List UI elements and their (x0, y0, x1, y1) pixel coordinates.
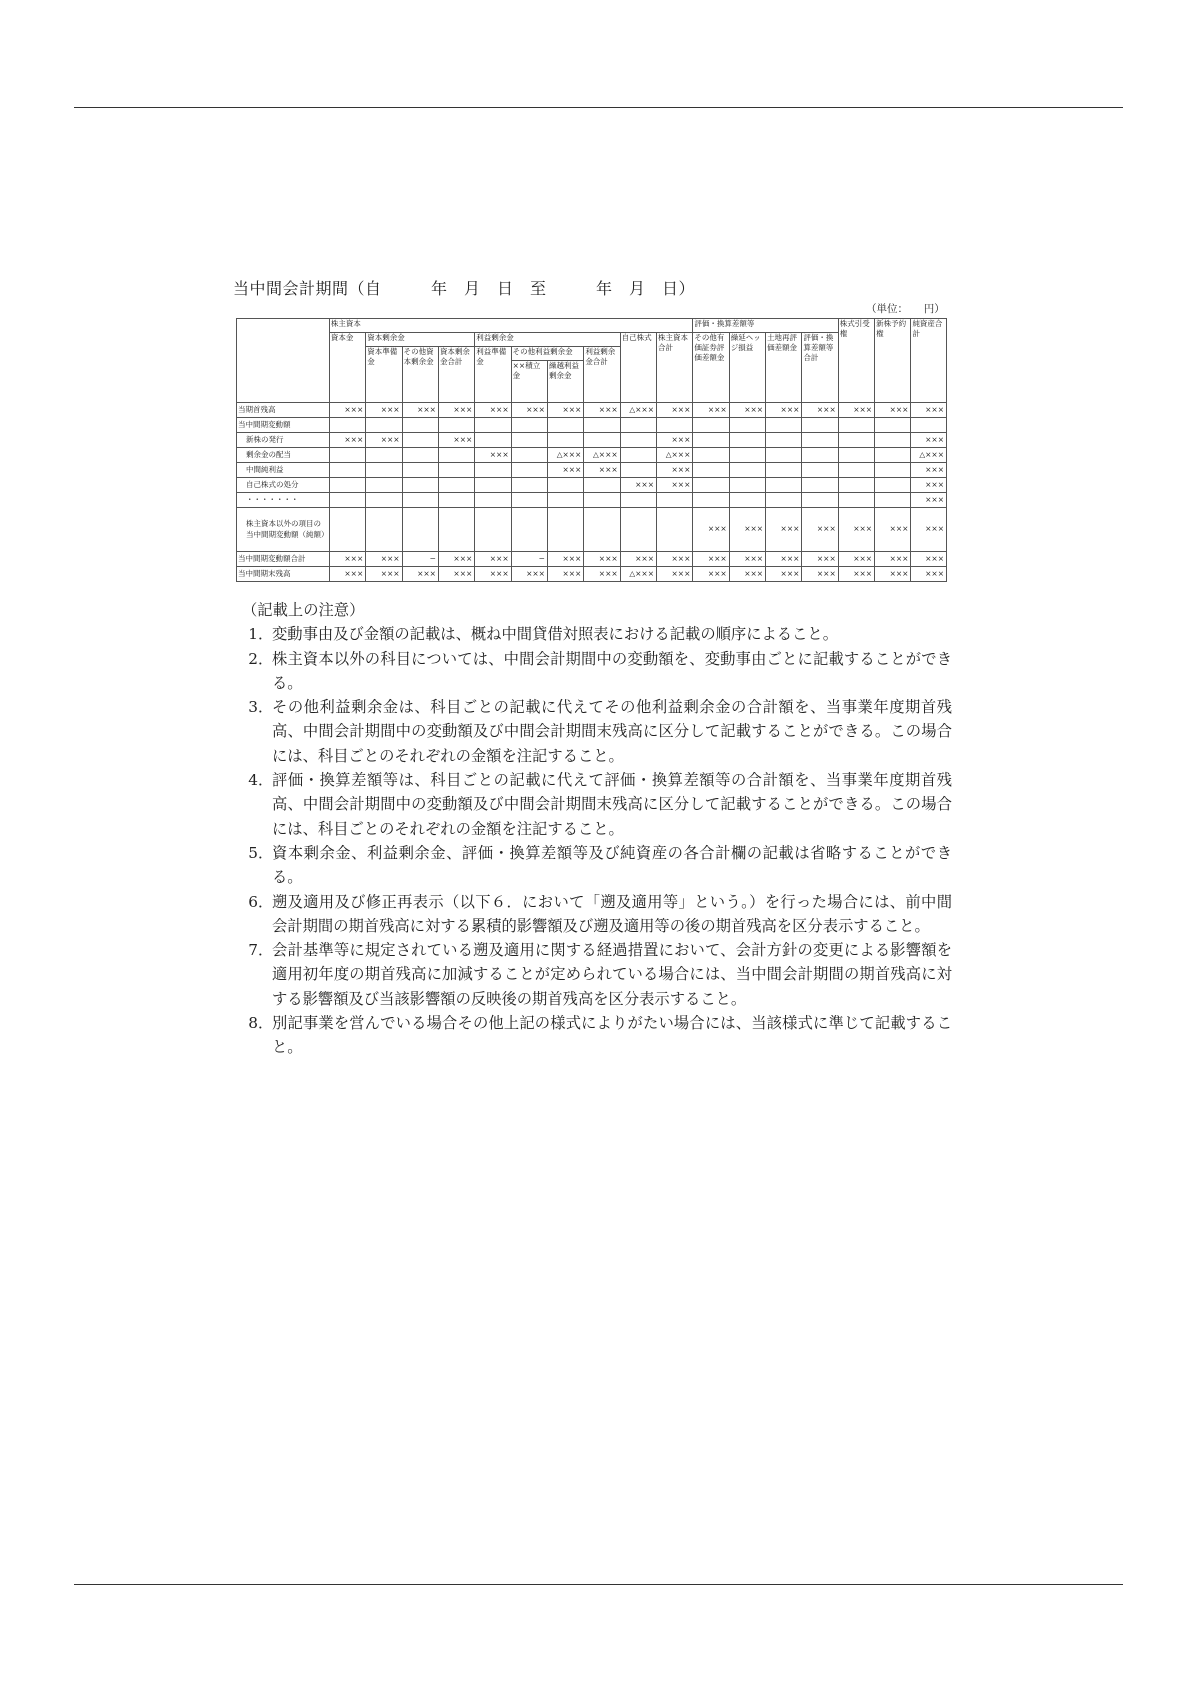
table-cell: ××× (693, 552, 729, 567)
header-capital-reserve: 資本準備金 (366, 347, 402, 403)
bottom-rule (74, 1584, 1123, 1585)
note-text: 株主資本以外の科目については、中間会計期間中の変動額を、変動事由ごとに記載することができる。 (272, 649, 952, 692)
table-cell (547, 418, 583, 433)
table-row (237, 552, 947, 567)
header-capital-surplus: 資本剰余金 (366, 333, 475, 347)
note-item (242, 695, 952, 768)
header-treasury-stock: 自己株式 (620, 333, 656, 403)
table-cell (511, 508, 547, 552)
header-other-retained: その他利益剰余金 (511, 347, 584, 361)
note-number: 5 (248, 843, 258, 862)
note-item (242, 622, 952, 646)
table-cell (511, 478, 547, 493)
table-cell: ××× (911, 478, 947, 493)
table-cell: ××× (511, 567, 547, 582)
note-item (242, 768, 952, 841)
table-cell (329, 463, 365, 478)
header-securities-valuation: その他有価証券評価差額金 (693, 333, 729, 403)
table-cell: ××× (729, 567, 765, 582)
table-cell (402, 463, 438, 478)
table-cell: ××× (729, 403, 765, 418)
table-cell: ××× (729, 508, 765, 552)
note-number: 8 (248, 1014, 258, 1033)
table-cell: ××× (366, 552, 402, 567)
row-label: ・・・・・・・ (237, 493, 330, 508)
note-number-dot: ． (258, 843, 274, 862)
row-label: 新株の発行 (237, 433, 330, 448)
table-cell: ××× (547, 463, 583, 478)
table-cell (802, 448, 838, 463)
table-cell: ××× (766, 403, 802, 418)
table-cell (766, 433, 802, 448)
table-cell: ××× (329, 567, 365, 582)
table-cell (729, 478, 765, 493)
note-number-dot: ． (258, 892, 274, 911)
table-cell (766, 448, 802, 463)
table-row (237, 463, 947, 478)
table-cell: ××× (329, 433, 365, 448)
table-cell (329, 448, 365, 463)
table-cell (366, 448, 402, 463)
table-cell: ××× (584, 567, 620, 582)
note-number: 7 (248, 941, 258, 960)
note-number-dot: ． (258, 1014, 274, 1033)
table-cell (438, 463, 474, 478)
table-cell (584, 478, 620, 493)
table-cell (438, 508, 474, 552)
table-cell (511, 493, 547, 508)
table-cell (693, 493, 729, 508)
table-cell (329, 478, 365, 493)
table-cell (693, 463, 729, 478)
period-line: 当中間会計期間（自 年 月 日 至 年 月 日） (233, 279, 696, 298)
row-label: 当中間期変動額 (237, 418, 330, 433)
table-cell (366, 478, 402, 493)
note-text: 遡及適用及び修正再表示（以下６．において「遡及適用等」という。）を行った場合には、前中間会計期間の期首残高に対する累積的影響額及び遡及適用等の後の期首残高を区分表示すること。 (272, 892, 952, 935)
notes-heading: （記載上の注意） (242, 601, 365, 619)
table-cell (402, 508, 438, 552)
table-cell (402, 448, 438, 463)
table-row (237, 478, 947, 493)
table-cell (875, 463, 911, 478)
table-cell (584, 508, 620, 552)
table-cell (802, 478, 838, 493)
table-cell: ××× (657, 567, 693, 582)
table-cell (620, 493, 656, 508)
table-cell: ××× (547, 552, 583, 567)
table-cell (802, 433, 838, 448)
table-cell (838, 448, 874, 463)
table-cell (693, 418, 729, 433)
note-number-dot: ． (258, 771, 274, 790)
table-cell (366, 508, 402, 552)
table-cell (875, 478, 911, 493)
note-number-dot: ． (258, 625, 274, 644)
table-cell: ××× (802, 403, 838, 418)
table-cell: ××× (475, 403, 511, 418)
table-cell (584, 433, 620, 448)
table-cell (547, 493, 583, 508)
header-equity-total: 株主資本合計 (657, 333, 693, 403)
table-cell (547, 433, 583, 448)
table-cell: ××× (475, 552, 511, 567)
table-cell: ××× (620, 552, 656, 567)
table-cell (402, 478, 438, 493)
table-row (237, 433, 947, 448)
header-capital-stock: 資本金 (329, 333, 365, 403)
header-corner (237, 319, 330, 403)
table-cell: ××× (475, 448, 511, 463)
table-cell: ××× (366, 567, 402, 582)
row-label: 剰余金の配当 (237, 448, 330, 463)
table-cell (766, 463, 802, 478)
table-cell (693, 478, 729, 493)
table-cell: ××× (838, 552, 874, 567)
table-cell: ××× (875, 567, 911, 582)
note-number: 3 (248, 698, 258, 717)
table-cell (838, 418, 874, 433)
table-cell: ××× (911, 403, 947, 418)
table-cell (838, 463, 874, 478)
table-cell (402, 493, 438, 508)
table-cell (438, 493, 474, 508)
table-cell (766, 493, 802, 508)
header-other-capital-surplus: その他資本剰余金 (402, 347, 438, 403)
table-cell (475, 463, 511, 478)
note-text: その他利益剰余金は、科目ごとの記載に代えてその他利益剰余金の合計額を、当事業年度期首残高、中間会計期間中の変動額及び中間会計期間末残高に区分して記載することができる。この場合には、科目ごとのそれぞれの金額を注記すること。 (272, 698, 952, 765)
table-cell (547, 478, 583, 493)
table-cell (366, 418, 402, 433)
header-stock-acquisition-rights: 株式引受権 (838, 319, 874, 403)
header-retained-earnings: 利益剰余金 (475, 333, 620, 347)
table-cell: ××× (657, 403, 693, 418)
table-cell (875, 418, 911, 433)
note-number-dot: ． (258, 941, 274, 960)
table-cell: ××× (366, 433, 402, 448)
table-cell (802, 463, 838, 478)
table-cell: △××× (584, 448, 620, 463)
note-text: 変動事由及び金額の記載は、概ね中間貸借対照表における記載の順序によること。 (272, 625, 838, 644)
table-cell (329, 418, 365, 433)
note-number: 6 (248, 892, 258, 911)
note-number-dot: ． (258, 698, 274, 717)
table-cell: ××× (729, 552, 765, 567)
note-item (242, 647, 952, 696)
table-row (237, 493, 947, 508)
table-cell (729, 433, 765, 448)
table-cell (438, 478, 474, 493)
table-cell (802, 493, 838, 508)
table-cell (402, 418, 438, 433)
header-legal-reserve: 利益準備金 (475, 347, 511, 403)
table-cell: ××× (475, 567, 511, 582)
table-cell (620, 448, 656, 463)
top-rule (74, 107, 1123, 108)
table-cell (475, 433, 511, 448)
note-text: 資本剰余金、利益剰余金、評価・換算差額等及び純資産の各合計欄の記載は省略することができる。 (272, 843, 952, 887)
header-shareholders-equity: 株主資本 (329, 319, 692, 333)
note-number: 4 (248, 771, 258, 790)
table-cell (620, 433, 656, 448)
table-cell: ××× (438, 433, 474, 448)
table-cell (838, 478, 874, 493)
table-cell (838, 493, 874, 508)
table-cell: ××× (657, 463, 693, 478)
table-cell (802, 418, 838, 433)
note-text: 評価・換算差額等は、科目ごとの記載に代えて評価・換算差額等の合計額を、当事業年度期首残高、中間会計期間中の変動額及び中間会計期間末残高に区分して記載することができる。この場合には、科目ごとのそれぞれの金額を注記すること。 (272, 771, 952, 838)
table-cell (511, 448, 547, 463)
table-cell: △××× (547, 448, 583, 463)
header-capital-surplus-total: 資本剰余金合計 (438, 347, 474, 403)
row-label: 自己株式の処分 (237, 478, 330, 493)
table-cell: ××× (766, 508, 802, 552)
table-cell (875, 493, 911, 508)
note-item (242, 1011, 952, 1060)
table-cell: ××× (402, 567, 438, 582)
table-cell: ××× (584, 463, 620, 478)
table-cell: ××× (438, 567, 474, 582)
table-cell (438, 448, 474, 463)
table-cell: ××× (693, 567, 729, 582)
table-cell: △××× (657, 448, 693, 463)
note-number: 1 (248, 625, 258, 644)
table-cell (766, 418, 802, 433)
table-cell (729, 493, 765, 508)
header-net-assets-total: 純資産合計 (911, 319, 947, 403)
table-cell: ××× (911, 493, 947, 508)
header-valuation-adjustments: 評価・換算差額等 (693, 319, 838, 333)
table-cell: ××× (802, 567, 838, 582)
row-label: 中間純利益 (237, 463, 330, 478)
table-cell (366, 493, 402, 508)
header-retained-forward: 繰越利益剰余金 (547, 361, 583, 403)
table-cell (693, 448, 729, 463)
table-cell: ××× (802, 508, 838, 552)
table-cell (875, 433, 911, 448)
table-cell (366, 463, 402, 478)
row-label: 当中間期変動額合計 (237, 552, 330, 567)
table-cell: △××× (620, 403, 656, 418)
table-cell (693, 433, 729, 448)
table-cell: ××× (584, 403, 620, 418)
table-cell: ××× (438, 403, 474, 418)
table-cell: ××× (329, 403, 365, 418)
row-label: 当中間期末残高 (237, 567, 330, 582)
table-cell (838, 433, 874, 448)
header-xx-reserve: ××積立金 (511, 361, 547, 403)
table-cell: − (511, 552, 547, 567)
table-cell: ××× (838, 508, 874, 552)
table-cell (511, 418, 547, 433)
header-hedge-gains: 繰延ヘッジ損益 (729, 333, 765, 403)
table-cell (511, 433, 547, 448)
table-cell (620, 418, 656, 433)
table-cell: ××× (911, 433, 947, 448)
table-cell (475, 418, 511, 433)
table-cell: ××× (693, 508, 729, 552)
table-cell: ××× (766, 567, 802, 582)
table-cell: ××× (911, 508, 947, 552)
table-cell (475, 478, 511, 493)
table-cell (729, 463, 765, 478)
table-cell: ××× (547, 403, 583, 418)
table-cell: ××× (766, 552, 802, 567)
table-cell: ××× (838, 403, 874, 418)
note-item (242, 890, 952, 939)
table-cell: ××× (402, 403, 438, 418)
table-cell (329, 493, 365, 508)
table-row (237, 567, 947, 582)
table-cell (620, 463, 656, 478)
row-label: 当期首残高 (237, 403, 330, 418)
table-cell: ××× (547, 567, 583, 582)
table-cell (657, 508, 693, 552)
table-row (237, 418, 947, 433)
table-cell: ××× (875, 403, 911, 418)
table-row (237, 403, 947, 418)
unit-label: （単位： 円） (866, 303, 945, 315)
note-text: 会計基準等に規定されている遡及適用に関する経過措置において、会計方針の変更による影響額を適用初年度の期首残高に加減することが定められている場合には、当中間会計期間の期首残高に対する影響額及び当該影響額の反映後の期首残高を区分表示すること。 (272, 941, 952, 1008)
header-land-revaluation: 土地再評価差額金 (766, 333, 802, 403)
note-item (242, 938, 952, 1011)
table-cell (729, 418, 765, 433)
table-cell (911, 418, 947, 433)
table-cell (438, 418, 474, 433)
table-cell (620, 508, 656, 552)
table-cell (402, 433, 438, 448)
table-cell: ××× (366, 403, 402, 418)
table-cell: △××× (620, 567, 656, 582)
table-cell (511, 463, 547, 478)
note-number: 2 (248, 649, 258, 668)
table-cell: ××× (620, 478, 656, 493)
table-cell (475, 508, 511, 552)
table-row (237, 448, 947, 463)
table-cell: ××× (584, 552, 620, 567)
table-cell: ××× (329, 552, 365, 567)
notes-list (242, 622, 952, 1059)
table-cell: ××× (657, 552, 693, 567)
table-cell (547, 508, 583, 552)
table-cell: ××× (875, 552, 911, 567)
table-cell: △××× (911, 448, 947, 463)
note-number-dot: ． (258, 649, 274, 668)
table-cell (657, 493, 693, 508)
header-new-share-rights: 新株予約権 (875, 319, 911, 403)
table-cell: ××× (911, 463, 947, 478)
table-cell: ××× (657, 478, 693, 493)
table-cell: ××× (802, 552, 838, 567)
header-valuation-total: 評価・換算差額等合計 (802, 333, 838, 403)
table-row (237, 508, 947, 552)
table-cell: ××× (438, 552, 474, 567)
table-cell: ××× (911, 567, 947, 582)
table-cell: ××× (838, 567, 874, 582)
table-cell: ××× (657, 433, 693, 448)
table-cell (584, 493, 620, 508)
table-cell: − (402, 552, 438, 567)
table-cell (729, 448, 765, 463)
table-cell (766, 478, 802, 493)
table-cell: ××× (693, 403, 729, 418)
table-cell: ××× (511, 403, 547, 418)
notes-section (242, 598, 952, 1060)
note-item (242, 841, 952, 890)
row-label: 株主資本以外の項目の当中間期変動額（純額） (237, 508, 330, 552)
table-cell (584, 418, 620, 433)
table-cell: ××× (875, 508, 911, 552)
table-cell (475, 493, 511, 508)
table-cell (657, 418, 693, 433)
table-cell: ××× (911, 552, 947, 567)
table-cell (875, 448, 911, 463)
statement-table (236, 318, 947, 582)
header-retained-total: 利益剰余金合計 (584, 347, 620, 403)
note-text: 別記事業を営んでいる場合その他上記の様式によりがたい場合には、当該様式に準じて記載すること。 (272, 1014, 952, 1057)
table-cell (329, 508, 365, 552)
